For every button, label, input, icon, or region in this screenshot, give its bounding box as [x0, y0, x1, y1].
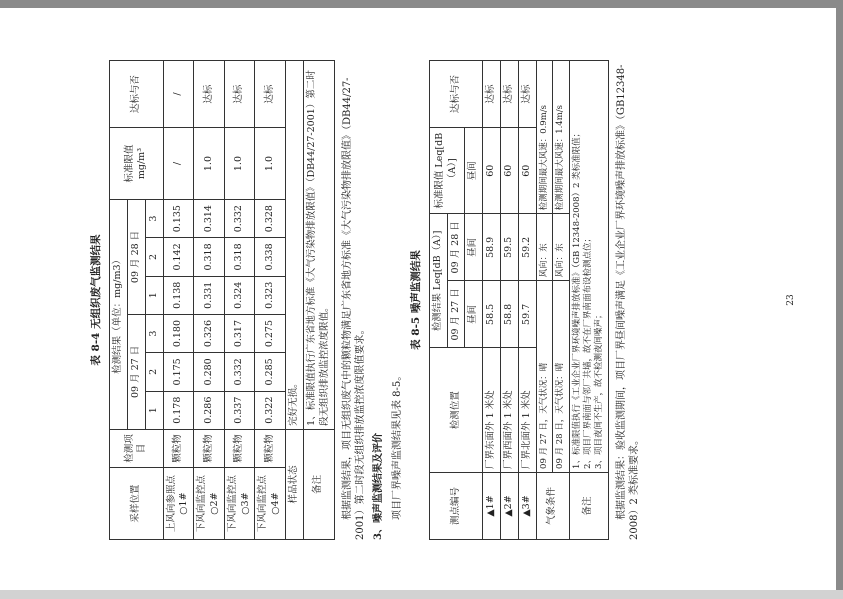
note-line: 1、标准限值执行《工业企业厂界环境噪声排放标准》（GB 12348-2008）2 类标准限值； [571, 128, 582, 469]
header-index: 2 [145, 238, 163, 276]
status-label: 样品状态 [286, 429, 304, 539]
note-label: 备注 [303, 429, 334, 539]
site-cell: 下风向监控点○2# [194, 468, 225, 540]
header-daytime: 昼间 [465, 281, 483, 348]
value-cell: 0.332 [224, 199, 255, 237]
site-cell: 下风向监控点○3# [224, 468, 255, 540]
value-cell: 58.9 [483, 214, 501, 281]
point-id: ▲1# [483, 472, 501, 539]
table-8-5 [429, 60, 609, 540]
value-cell: 0.178 [163, 391, 194, 429]
point-id: ▲2# [500, 472, 518, 539]
header-result: 检测结果（单位：mg/m3） [110, 199, 128, 429]
header-index: 1 [145, 391, 163, 429]
value-cell: 0.332 [224, 353, 255, 391]
value-cell: 0.326 [194, 314, 225, 352]
scan-bottom-border [0, 590, 843, 599]
item-cell: 颗粒物 [194, 429, 225, 467]
weather-day1-speed: 检测期间最大风速：0.9m/s [536, 61, 552, 214]
pass-cell: 达标 [500, 61, 518, 128]
header-daytime: 昼间 [465, 214, 483, 281]
value-cell: 0.286 [194, 391, 225, 429]
weather-day2-wind: 风向：东 [553, 214, 569, 281]
scan-top-border [0, 0, 843, 8]
section-heading-noise: 3、噪声监测结果及评价 [372, 433, 384, 540]
value-cell: 0.322 [255, 391, 286, 429]
std-cell: 60 [500, 128, 518, 214]
value-cell: 0.314 [194, 199, 225, 237]
std-cell: / [163, 128, 194, 200]
page-number: 23 [786, 294, 796, 306]
header-date1: 09 月 27 日 [127, 314, 145, 429]
value-cell: 0.138 [163, 276, 194, 314]
location-cell: 厂界西面外 1 米处 [500, 348, 518, 473]
header-index: 3 [145, 314, 163, 352]
value-cell: 0.317 [224, 314, 255, 352]
table-8-4 [109, 60, 334, 540]
table-row [483, 61, 501, 540]
pass-cell: 达标 [255, 61, 286, 128]
table-row [224, 61, 255, 540]
header-std: 标准限值 mg/m³ [110, 128, 163, 200]
table-8-5-caption: 表 8-5 噪声监测结果 [409, 250, 422, 350]
std-cell: 60 [518, 128, 536, 214]
header-location: 检测位置 [429, 348, 482, 473]
pass-cell: 达标 [224, 61, 255, 128]
value-cell: 59.2 [518, 214, 536, 281]
value-cell: 58.5 [483, 281, 501, 348]
value-cell: 0.324 [224, 276, 255, 314]
item-cell: 颗粒物 [224, 429, 255, 467]
value-cell: 0.135 [163, 199, 194, 237]
header-daytime: 昼间 [465, 128, 483, 214]
item-cell: 颗粒物 [255, 429, 286, 467]
header-pass: 达标与否 [110, 61, 163, 128]
scan-right-border [836, 0, 843, 599]
header-site: 采样位置 [110, 468, 163, 540]
header-index: 2 [145, 353, 163, 391]
site-cell: 下风向监控点○4# [255, 468, 286, 540]
header-pass: 达标与否 [429, 61, 482, 128]
item-cell: 颗粒物 [163, 429, 194, 467]
paragraph-air-conclusion: 根据监测结果，项目无组织废气中的颗粒物满足广东省地方标准《大气污染物排放限值》（DB44/27-2001）第二时段无组织排放监控浓度限值要求。 [341, 77, 367, 540]
table-row [255, 61, 286, 540]
location-cell: 厂界东面外 1 米处 [483, 348, 501, 473]
header-date2: 09 月 28 日 [127, 199, 145, 314]
weather-day2: 09 月 28 日，天气状况：晴 [553, 281, 569, 473]
value-cell: 0.280 [194, 353, 225, 391]
table-8-4-caption: 表 8-4 无组织废气监测结果 [90, 234, 102, 366]
document-page [15, 40, 815, 560]
pass-cell: / [163, 61, 194, 128]
pass-cell: 达标 [194, 61, 225, 128]
value-cell: 0.318 [194, 238, 225, 276]
std-cell: 1.0 [255, 128, 286, 200]
value-cell: 0.328 [255, 199, 286, 237]
value-cell: 0.285 [255, 353, 286, 391]
weather-day2-speed: 检测期间最大风速：1.4m/s [553, 61, 569, 214]
weather-day1-wind: 风向：东 [536, 214, 552, 281]
header-date2: 09 月 28 日 [447, 214, 465, 281]
value-cell: 0.175 [163, 353, 194, 391]
header-index: 1 [145, 276, 163, 314]
pass-cell: 达标 [483, 61, 501, 128]
note-line: 2、项目厂界南面与邻厂共墙，故不在厂界南面布设检测点位； [583, 234, 593, 469]
value-cell: 0.275 [255, 314, 286, 352]
value-cell: 0.337 [224, 391, 255, 429]
location-cell: 厂界北面外 1 米处 [518, 348, 536, 473]
header-result: 检测结果 Leq[dB（A）] [429, 214, 447, 348]
value-cell: 58.8 [500, 281, 518, 348]
paragraph-noise-conclusion: 根据监测结果：验收监测期间，项目厂界昼间噪声满足《工业企业厂界环境噪声排放标准》（GB12348-2008）2 类标准要求。 [615, 64, 641, 540]
point-id: ▲3# [518, 472, 536, 539]
note-line: 3、项目夜间不生产，故不检测夜间噪声； [594, 310, 605, 469]
std-cell: 1.0 [194, 128, 225, 200]
pass-cell: 达标 [518, 61, 536, 128]
std-cell: 60 [483, 128, 501, 214]
table-row [518, 61, 536, 540]
header-std: 标准限值 Leq[dB（A）] [429, 128, 465, 214]
value-cell: 59.5 [500, 214, 518, 281]
table-row [500, 61, 518, 540]
value-cell: 0.323 [255, 276, 286, 314]
header-item: 检测项目 [110, 429, 163, 467]
header-id: 测点编号 [429, 472, 482, 539]
value-cell: 0.318 [224, 238, 255, 276]
weather-day1: 09 月 27 日，天气状况：晴 [536, 281, 552, 473]
site-cell: 上风向参照点○1# [163, 468, 194, 540]
status-value: 完好无损。 [286, 61, 304, 430]
std-cell: 1.0 [224, 128, 255, 200]
value-cell: 0.331 [194, 276, 225, 314]
note-value [569, 61, 608, 473]
note-label: 备注 [569, 472, 608, 539]
note-value: 1、标准限值执行广东省地方标准《大气污染物排放限值》（DB44/27-2001）第二时段无组织排放监控浓度限值。 [303, 61, 334, 430]
value-cell: 59.7 [518, 281, 536, 348]
value-cell: 0.338 [255, 238, 286, 276]
paragraph-noise-intro: 项目厂界噪声监测结果见表 8-5。 [392, 370, 404, 520]
table-row [194, 61, 225, 540]
weather-label: 气象条件 [536, 472, 569, 539]
value-cell: 0.142 [163, 238, 194, 276]
value-cell: 0.180 [163, 314, 194, 352]
table-row [163, 61, 194, 540]
header-date1: 09 月 27 日 [447, 281, 465, 348]
header-index: 3 [145, 199, 163, 237]
